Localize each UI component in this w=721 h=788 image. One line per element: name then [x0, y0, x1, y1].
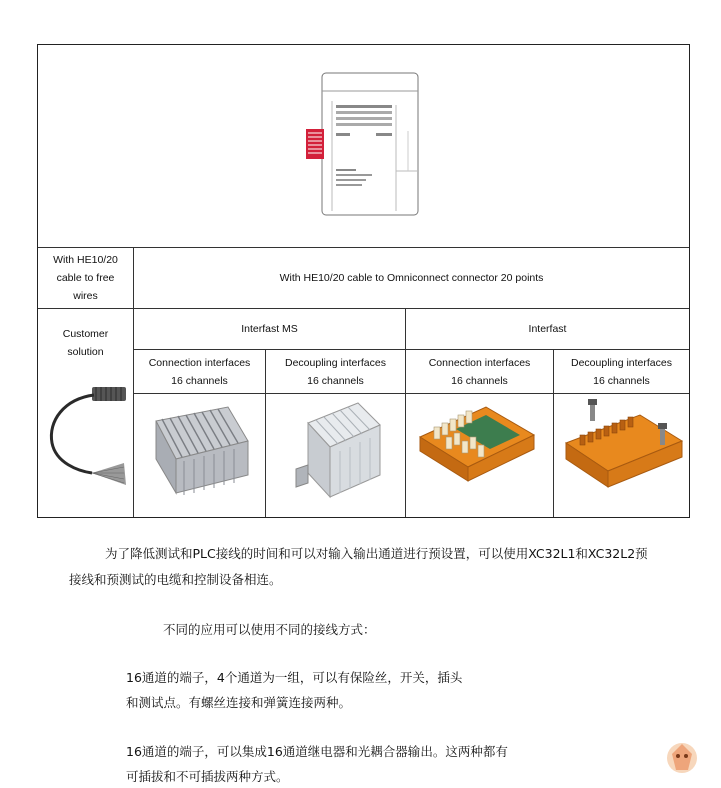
cable-image [44, 381, 130, 491]
paragraph-3-line-1: 16通道的端子，4个通道为一组，可以有保险丝，开关，插头 [126, 670, 463, 685]
paragraph-2: 不同的应用可以使用不同的接线方式： [163, 622, 376, 637]
cell-interfast: Interfast [528, 323, 567, 335]
interfast-ms-connection-image [148, 401, 254, 513]
cell-interfast-ms: Interfast MS [241, 323, 298, 335]
interfast-decoupling-image [560, 397, 686, 509]
cell-col1-connection: Connection interfaces 16 channels [148, 356, 251, 387]
paragraph-3-line-2: 和测试点。有螺丝连接和弹簧连接两种。 [126, 695, 352, 710]
cell-col2-decoupling: Decoupling interfaces 16 channels [285, 356, 386, 387]
io-module-image [300, 71, 440, 219]
cell-col3-connection: Connection interfaces 16 channels [428, 356, 531, 387]
watermark-logo-icon [664, 738, 700, 778]
paragraph-1-line-1: 为了降低测试和PLC接线的时间和可以对输入输出通道进行预设置，可以使用XC32L1和XC32L2预 [105, 546, 648, 561]
interfast-connection-image [416, 397, 540, 507]
cell-customer-solution: Customer solution [62, 328, 109, 358]
cell-he10-free-wires: With HE10/20 cable to free wires [53, 254, 118, 302]
paragraph-4-line-1: 16通道的端子，可以集成16通道继电器和光耦合器输出。这两种都有 [126, 744, 508, 759]
paragraph-1-line-2: 接线和预测试的电缆和控制设备相连。 [69, 572, 282, 587]
cell-col4-decoupling: Decoupling interfaces 16 channels [571, 356, 672, 387]
paragraph-4-line-2: 可插拔和不可插拔两种方式。 [126, 769, 289, 784]
connection-table [37, 44, 690, 518]
interfast-ms-decoupling-image [288, 399, 388, 511]
cell-omniconnect-header: With HE10/20 cable to Omniconnect connector 20 points [279, 272, 544, 284]
